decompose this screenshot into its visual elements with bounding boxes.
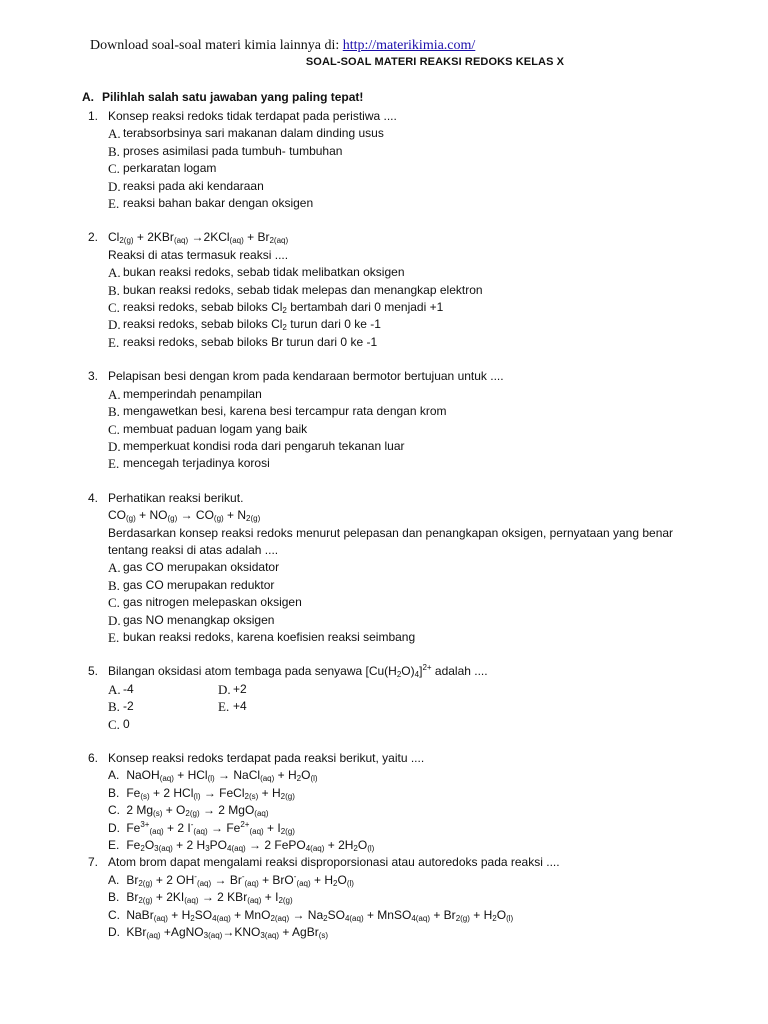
option-a: A. NaOH$_{(aq)}$ + HCl$_{(l)}$ → NaCl$_{(aq)}$ + $H_2O_{(l)}$ — [108, 768, 318, 784]
question-5 — [88, 663, 688, 733]
question-number: 5. — [88, 664, 99, 679]
option-d: D. gas NO menangkap oksigen — [108, 612, 275, 628]
option-d: D. reaksi pada aki kendaraan — [108, 178, 264, 194]
question-text: Reaksi di atas termasuk reaksi .... — [108, 247, 289, 262]
option-d: D. $KBr_{(aq)} +AgNO_{3(aq)}\to KNO_{3(aq)}$ + AgBr$_{(s)}$ — [108, 925, 329, 941]
option-c: C. 0 — [108, 716, 130, 732]
question-text: Pelapisan besi dengan krom pada kendaraan bermotor bertujuan untuk .... — [108, 369, 504, 384]
question-4 — [88, 490, 688, 647]
reaction-equation: $CO_{(g)} + NO_{(g)} \to CO_{(g)} + N_{2(g)}$ — [108, 508, 261, 524]
section-instruction: Pilihlah salah satu jawaban yang paling tepat! — [102, 90, 364, 104]
question-number: 6. — [88, 751, 99, 765]
option-a: A. gas CO merupakan oksidator — [108, 560, 280, 576]
question-number: 3. — [88, 369, 99, 384]
option-b: B. $Fe_{(s)} + 2$ HCl$_{(l)}$ → FeCl$_{2(s)}$ + $H_{2(g)}$ — [108, 785, 295, 801]
question-text: Perhatikan reaksi berikut. — [108, 490, 244, 505]
section-heading — [82, 90, 363, 104]
option-e: E. reaksi redoks, sebab biloks Br turun dari 0 ke -1 — [108, 334, 378, 350]
document-title: SOAL-SOAL MATERI REAKSI REDOKS KELAS X — [305, 56, 565, 68]
site-link[interactable]: http://materikimia.com/ — [342, 38, 476, 53]
question-1 — [88, 108, 688, 212]
option-c: C. membuat paduan logam yang baik — [108, 421, 308, 437]
option-a: A. $Br_{2(g)} + 2$ $OH^-_{(aq)} \to Br^-_{(aq)} + BrO^-_{(aq)} + H_2O_{(l)}$ — [108, 871, 354, 888]
option-b: B. mengawetkan besi, karena besi tercampur rata dengan krom — [108, 404, 447, 420]
option-e: E. bukan reaksi redoks, karena koefisien reaksi seimbang — [108, 629, 416, 645]
option-e: E. mencegah terjadinya korosi — [108, 456, 270, 472]
option-e: E. $Fe_2O_{3(aq)} + 2$ $H_3PO_{4(aq)} \to 2$ FePO$_{4(aq)}$ + $2H_2O_{(l)}$ — [108, 838, 375, 854]
option-d: D. memperkuat kondisi roda dari pengaruh tekanan luar — [108, 438, 405, 454]
option-e: E. +4 — [218, 699, 247, 715]
question-number: 2. — [88, 230, 99, 245]
reaction-equation: $Cl_{2(g)} + 2KBr_{(aq)} \to 2KCl_{(aq)} + Br_{2(aq)}$ — [108, 230, 289, 246]
option-c: C. perkaratan logam — [108, 161, 217, 177]
option-b: B. $Br_{2(g)} + 2KI_{(aq)} \to 2$ $KBr_{(aq)} + I_{2(g)}$ — [108, 890, 293, 906]
question-text-2: Berdasarkan konsep reaksi redoks menurut pelepasan dan penangkapan oksigen, pernyataan yang benar tentang reaksi di atas adalah .... — [108, 525, 674, 557]
question-2 — [88, 229, 688, 351]
download-line — [90, 38, 475, 54]
question-7 — [88, 854, 688, 941]
option-c: C. NaBr$_{(aq)}$ + $H_2SO_{4(aq)} + MnO_{2(aq)} \to Na_2SO_{4(aq)}$ + MnSO$_{4(aq)}$ + $Br_{2(g)} + H_2O_{(l)}$ — [108, 907, 514, 923]
question-list — [88, 108, 688, 958]
option-c: C. 2 $Mg_{(s)} + O_{2(g)} \to 2$ MgO$_{(aq)}$ — [108, 803, 269, 819]
option-c: C. gas nitrogen melepaskan oksigen — [108, 595, 302, 611]
option-b: B. -2 — [108, 699, 134, 715]
option-c: C. reaksi redoks, sebab biloks $Cl_2$ bertambah dari 0 menjadi +1 — [108, 300, 444, 316]
option-grid — [88, 681, 688, 733]
option-a: A. terabsorbsinya sari makanan dalam dinding usus — [108, 126, 384, 142]
question-number: 7. — [88, 855, 99, 870]
option-a: A. memperindah penampilan — [108, 386, 262, 402]
section-letter: A. — [82, 90, 94, 104]
option-b: B. bukan reaksi redoks, sebab tidak melepas dan menangkap elektron — [108, 282, 483, 298]
question-3 — [88, 368, 688, 472]
option-a: A. -4 — [108, 681, 134, 697]
question-text: Konsep reaksi redoks tidak terdapat pada peristiwa .... — [108, 109, 397, 123]
option-d: D. reaksi redoks, sebab biloks $Cl_2$ turun dari 0 ke -1 — [108, 317, 381, 333]
question-number: 1. — [88, 109, 99, 123]
question-text: Atom brom dapat mengalami reaksi disproporsionasi atau autoredoks pada reaksi .... — [108, 855, 560, 870]
option-a: A. bukan reaksi redoks, sebab tidak melibatkan oksigen — [108, 265, 405, 281]
question-text: Konsep reaksi redoks terdapat pada reaksi berikut, yaitu .... — [108, 751, 425, 765]
question-number: 4. — [88, 490, 99, 505]
option-b: B. proses asimilasi pada tumbuh- tumbuhan — [108, 143, 343, 159]
download-text: Download soal-soal materi kimia lainnya di: — [90, 38, 343, 53]
option-d: D. +2 — [218, 681, 247, 697]
option-b: B. gas CO merupakan reduktor — [108, 577, 275, 593]
question-6 — [88, 750, 688, 854]
question-text: Bilangan oksidasi atom tembaga pada senyawa $[Cu(H_2O)_4]^{2+}$ adalah .... — [108, 663, 488, 680]
option-d: D. $Fe^{3+}_{(aq)} + 2$ $I^-_{(aq)} \to Fe^{2+}_{(aq)} + I_{2(g)}$ — [108, 819, 295, 836]
option-e: E. reaksi bahan bakar dengan oksigen — [108, 196, 314, 212]
